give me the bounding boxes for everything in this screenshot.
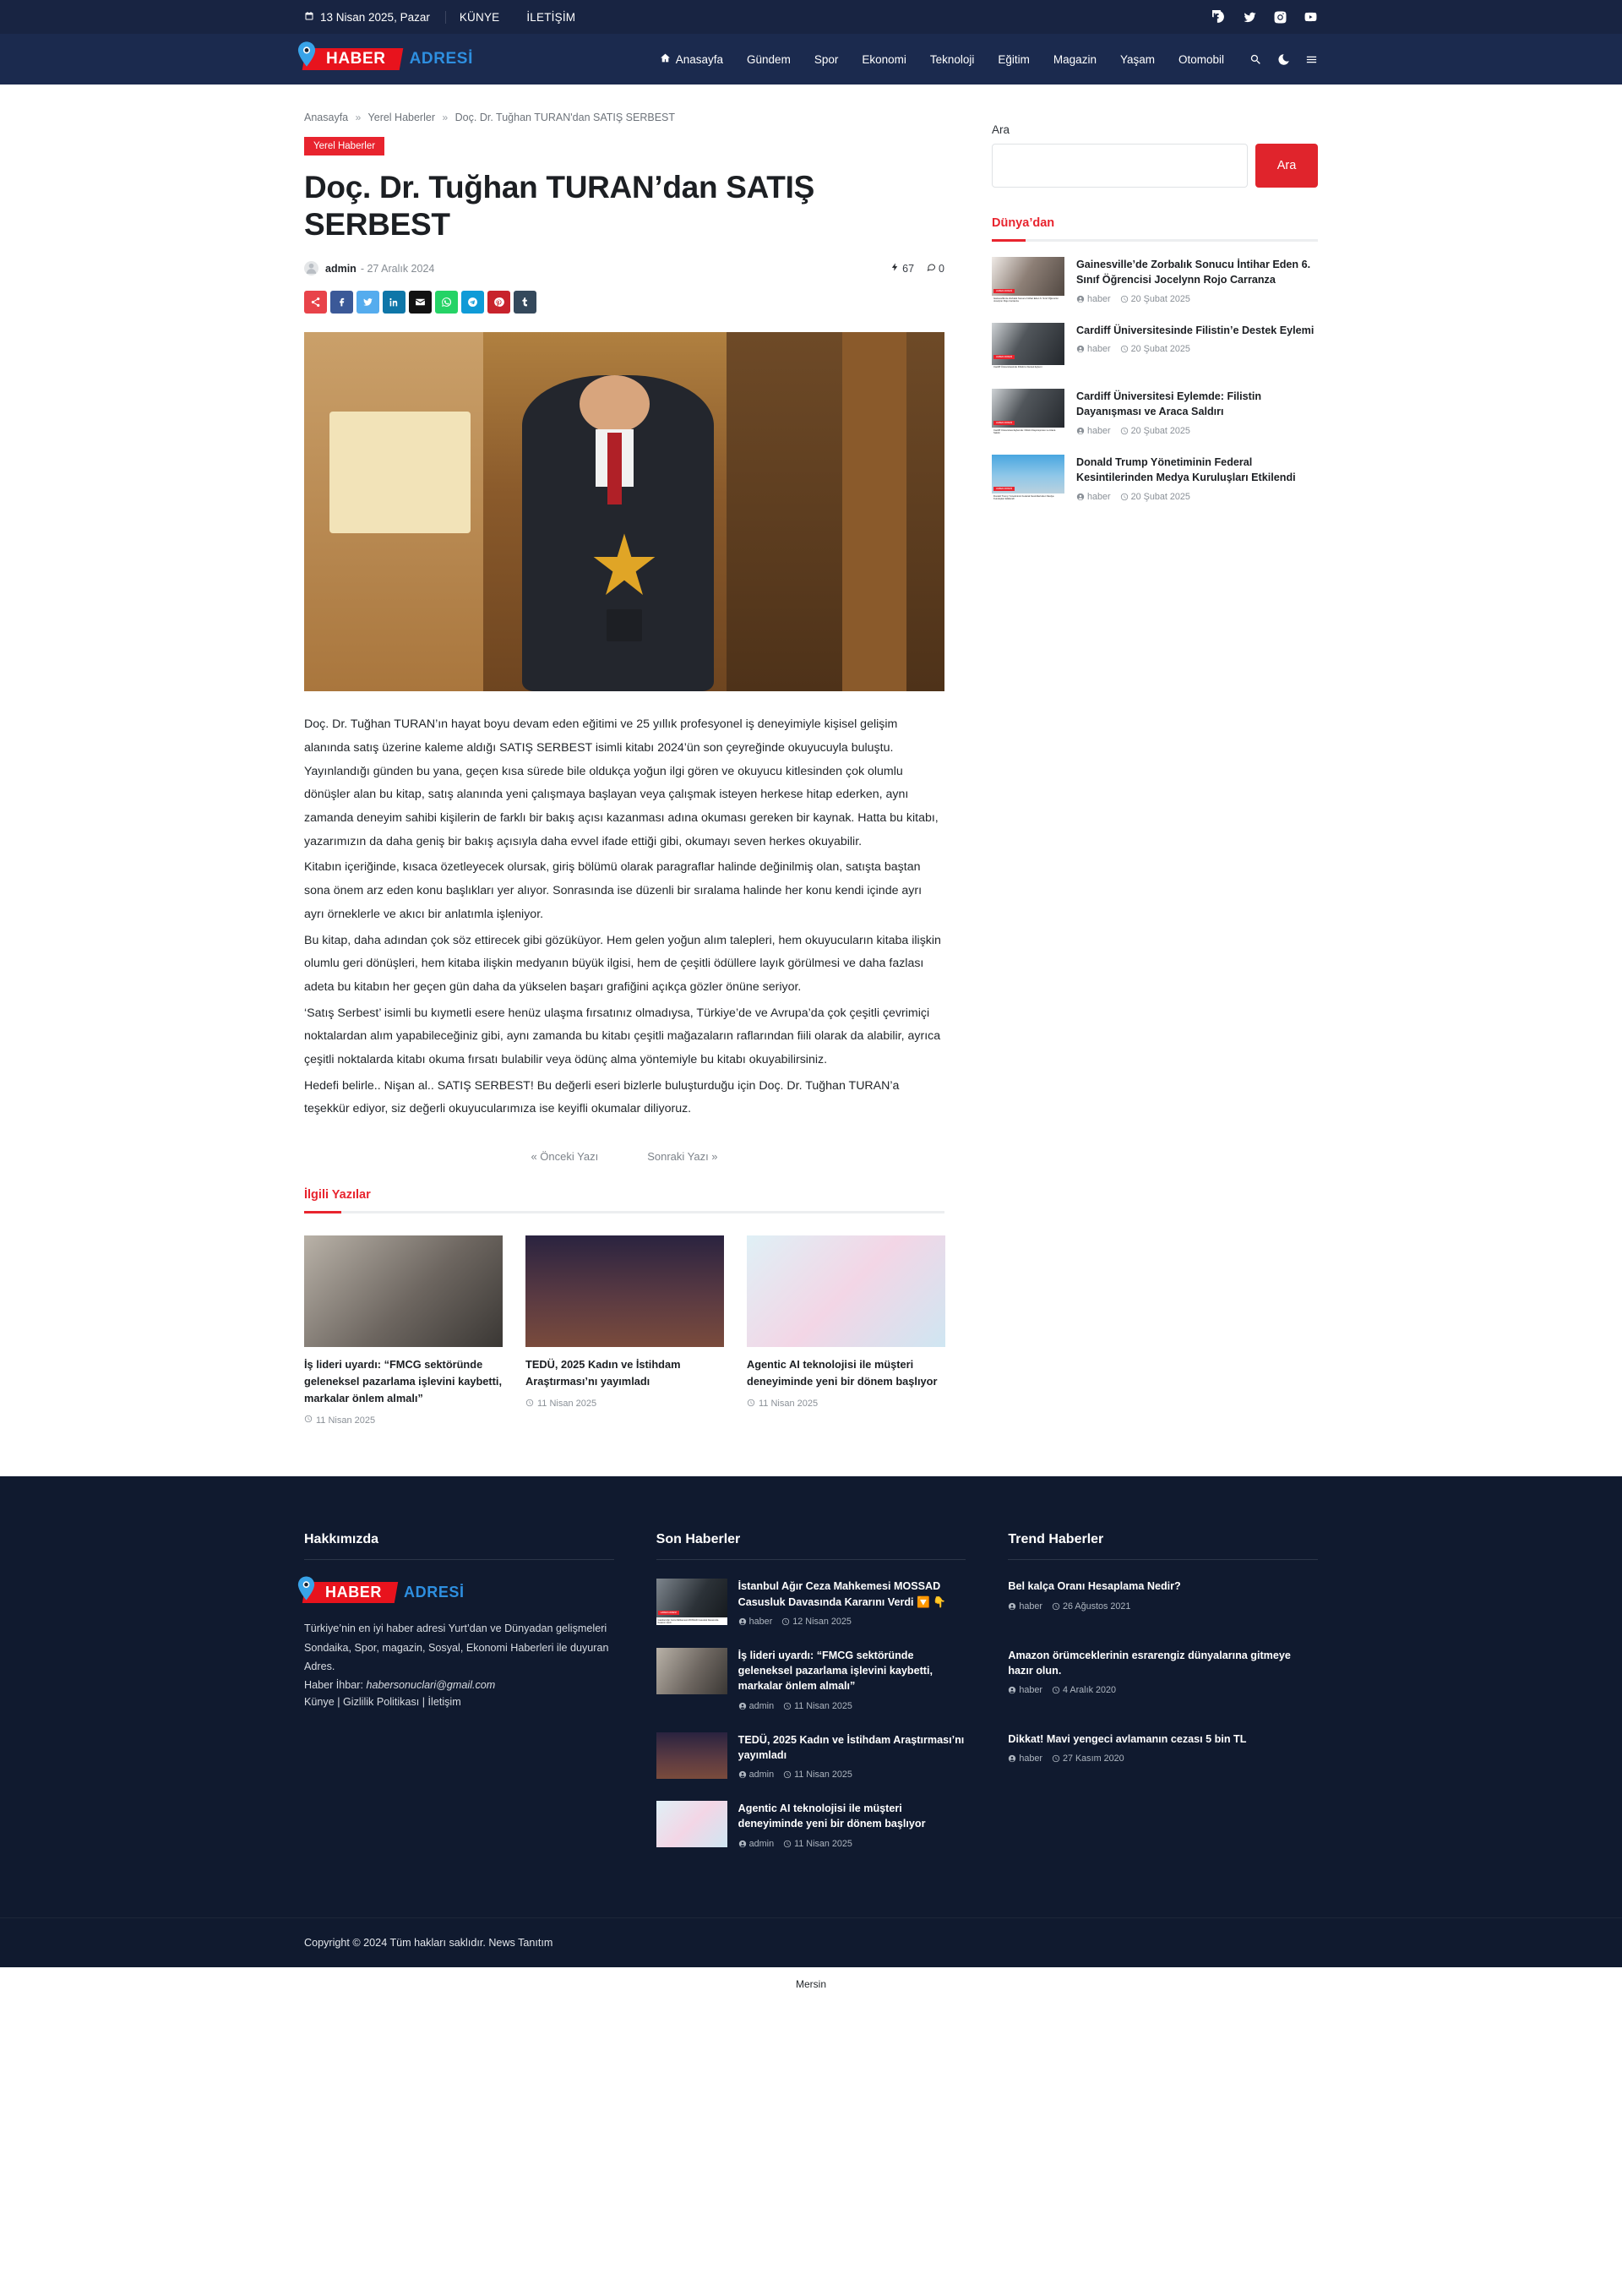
nav-item-otomobil[interactable]: Otomobil (1178, 52, 1224, 66)
logo-secondary-text: ADRESİ (409, 50, 473, 68)
user-icon (738, 1702, 747, 1710)
clock-icon (783, 1840, 792, 1848)
home-icon (660, 52, 671, 66)
article-meta (304, 261, 944, 275)
footer-news-meta (738, 1770, 966, 1780)
related-posts-grid (304, 1235, 944, 1426)
clock-icon (1120, 345, 1129, 353)
share-icon[interactable] (304, 291, 327, 314)
related-posts-header (304, 1188, 944, 1213)
thumb-caption: Cardiff Üniversitesi Eylemde: Filistin Dayanışması ve Araca Saldırı (992, 428, 1064, 436)
search-input[interactable] (992, 144, 1248, 188)
article-date: - 27 Aralık 2024 (360, 262, 435, 275)
clock-icon (304, 1415, 313, 1426)
nav-item-spor[interactable]: Spor (814, 52, 839, 66)
topbar-link-kunye[interactable]: KÜNYE (459, 10, 500, 24)
related-post-thumbnail (304, 1235, 503, 1347)
footer-logo-secondary-text: ADRESİ (404, 1583, 465, 1601)
topbar-social-links (1212, 10, 1318, 25)
date-meta: 20 Şubat 2025 (1120, 294, 1190, 304)
location-pin-icon (297, 41, 316, 67)
nav-item-ekonomi[interactable]: Ekonomi (862, 52, 906, 66)
previous-post-link[interactable]: « Önceki Yazı (531, 1150, 599, 1163)
footer-trend-title: Dikkat! Mavi yengeci avlamanın cezası 5 bin TL (1008, 1733, 1247, 1746)
breadcrumb-item-category[interactable]: Yerel Haberler (367, 112, 435, 123)
thumb-tag: HABER ADRESİ (993, 289, 1015, 293)
footer-about-column (304, 1532, 614, 1869)
article-paragraph: Doç. Dr. Tuğhan TURAN’ın hayat boyu devam eden eğitimi ve 25 yıllık profesyonel iş deneyimiyle kişisel gelişim alanında satış üzerine kaleme aldığı SATIŞ SERBEST isimli kitabı 2024’ün son çeyreğinde okuyucuyla buluştu. Yayınlandığı günden bu yana, geçen kısa sürede bile oldukça yoğun ilgi gören ve okuyucu kitlesinden çok olumlu dönüşler alan bu kitap, satış alanında yeni çalışmaya başlayan veya çalışmak isteyen herkese hitap ederken, aynı zamanda deneyim sahibi kişilerin de farklı bir bakış açısı kazanması adına okuması gereken bir kaynak. Hatta bu kitabı, yazarımızın da daha geniş bir bakış açısıyla daha evvel ifade ettiği gibi, okumayı seven herkes okuyabilir. (304, 717, 939, 848)
avatar (304, 261, 318, 275)
date-meta: 11 Nisan 2025 (783, 1770, 852, 1780)
user-icon (1076, 493, 1085, 501)
author-meta: haber (738, 1617, 773, 1627)
clock-icon (1052, 1754, 1060, 1763)
copyright-bar (0, 1917, 1622, 1967)
breadcrumb-separator: » (355, 112, 362, 123)
nav-item-yasam[interactable]: Yaşam (1119, 52, 1155, 66)
footer-news-meta (738, 1839, 966, 1849)
footer-trend-title: Amazon örümceklerinin esrarengiz dünyalarına gitmeye hazır olun. (1008, 1649, 1291, 1677)
footer-news-title: TEDÜ, 2025 Kadın ve İstihdam Araştırması’nı yayımladı (738, 1733, 965, 1761)
sidebar-news-item[interactable] (992, 323, 1318, 370)
linkedin-icon[interactable] (383, 291, 406, 314)
nav-label: Anasayfa (675, 52, 724, 66)
article-paragraph: Hedefi belirle.. Nişan al.. SATIŞ SERBEST! Bu değerli eseri bizlerle buluşturduğu için Doç. Dr. Tuğhan TURAN’a teşekkür ediyor, siz değerli okuyucularımıza ise keyifli okumalar diliyoruz. (304, 1078, 900, 1116)
user-icon (1008, 1602, 1016, 1611)
sidebar-world-title: Dünya’dan (992, 216, 1055, 230)
sidebar (992, 112, 1318, 1426)
footer-trend-column (1008, 1532, 1318, 1869)
related-post-thumbnail (525, 1235, 724, 1347)
facebook-icon[interactable] (330, 291, 353, 314)
sidebar-world-header (992, 216, 1318, 242)
article-author[interactable]: admin (325, 262, 357, 275)
footer-tip-label: Haber İhbar: (304, 1678, 364, 1691)
article-body (304, 713, 944, 1121)
next-post-link[interactable]: Sonraki Yazı » (647, 1150, 718, 1163)
calendar-icon (304, 11, 314, 24)
related-post-title: Agentic AI teknolojisi ile müşteri deneyiminde yeni bir dönem başlıyor (747, 1358, 938, 1388)
author-meta: admin (738, 1770, 774, 1780)
sidebar-news-item[interactable] (992, 257, 1318, 304)
footer-latest-column (656, 1532, 966, 1869)
thumb-caption: Gainesville'de Zorbalık Sonucu İntihar Eden 6. Sınıf Öğrencisi Jocelynn Rojo Carranza (992, 296, 1064, 304)
footer-news-title: İstanbul Ağır Ceza Mahkemesi MOSSAD Casusluk Davasında Kararını Verdi 🔽 👇 (738, 1580, 946, 1608)
pinterest-icon[interactable] (487, 291, 510, 314)
breadcrumb-item-home[interactable]: Anasayfa (304, 112, 349, 123)
sidebar-news-title: Donald Trump Yönetiminin Federal Kesintilerinden Medya Kuruluşları Etkilendi (1076, 456, 1296, 484)
author-meta: admin (738, 1839, 774, 1849)
date-meta: 20 Şubat 2025 (1120, 426, 1190, 436)
user-icon (1008, 1686, 1016, 1694)
logo-primary-text: HABER (326, 50, 386, 68)
site-logo[interactable] (304, 44, 473, 74)
author-meta: admin (738, 1701, 774, 1711)
article-main-column (304, 112, 944, 1426)
footer-trend-title: Bel kalça Oranı Hesaplama Nedir? (1008, 1580, 1181, 1593)
footer-policy-links[interactable]: Künye | Gizlilik Politikası | İletişim (304, 1695, 461, 1708)
view-count: 67 (890, 262, 914, 275)
footer-trend-meta (1008, 1685, 1318, 1695)
footer-news-thumbnail (656, 1801, 727, 1847)
thumb-caption: Cardiff Üniversitesinde Filistin'e Destek Eylemi (992, 365, 1064, 370)
author-meta: haber (1076, 426, 1111, 436)
category-badge[interactable]: Yerel Haberler (304, 137, 384, 155)
clock-icon (1052, 1602, 1060, 1611)
sidebar-news-thumbnail (992, 323, 1064, 370)
twitter-icon[interactable] (1243, 10, 1257, 25)
main-navigation (648, 34, 1318, 85)
footer-trend-item[interactable] (1008, 1648, 1318, 1696)
nav-item-gundem[interactable]: Gündem (747, 52, 791, 66)
bolt-icon (890, 262, 900, 275)
author-meta: haber (1008, 1753, 1042, 1764)
related-post-date: 11 Nisan 2025 (525, 1399, 724, 1410)
comment-count: 0 (927, 262, 944, 275)
related-post-card[interactable] (304, 1235, 503, 1426)
footer-news-meta (738, 1617, 966, 1627)
site-header (0, 34, 1622, 85)
footer-tip-email[interactable]: habersonuclari@gmail.com (366, 1678, 496, 1691)
related-post-date: 11 Nisan 2025 (747, 1399, 945, 1410)
footer-trend-meta (1008, 1753, 1318, 1764)
related-post-card[interactable] (747, 1235, 945, 1426)
date-meta: 12 Nisan 2025 (781, 1617, 852, 1627)
thumb-tag: HABER ADRESİ (993, 421, 1015, 425)
thumb-tag: HABER ADRESİ (658, 1611, 679, 1615)
article-paragraph: Kitabın içeriğinde, kısaca özetleyecek olursak, giriş bölümü olarak paragraflar halinde değinilmiş olan, satışta baştan sona önem arz eden konu başlıkları yer alıyor. Sonrasında ise düzenli bir sıralama halinde her konu kendi içinde ayrı ayrı örneklerle ve akıcı bir anlatımla işleniyor. (304, 860, 923, 921)
related-posts-title: İlgili Yazılar (304, 1188, 371, 1202)
copyright-text: Copyright © 2024 Tüm hakları saklıdır. News Tanıtım (304, 1936, 553, 1949)
user-icon (1076, 295, 1085, 303)
footer-news-thumbnail (656, 1732, 727, 1779)
sidebar-news-title: Gainesville’de Zorbalık Sonucu İntihar Eden 6. Sınıf Öğrencisi Jocelynn Rojo Carranza (1076, 259, 1311, 286)
sidebar-news-title: Cardiff Üniversitesi Eylemde: Filistin Dayanışması ve Araca Saldırı (1076, 390, 1262, 418)
clock-icon (1120, 295, 1129, 303)
clock-icon (1052, 1686, 1060, 1694)
footer-about-text: Türkiye’nin en iyi haber adresi Yurt’dan ve Dünyadan gelişmeleri Sondaika, Spor, magazin, Sosyal, Ekonomi Haberleri ile duyuran Adres. (304, 1622, 609, 1672)
date-meta: 20 Şubat 2025 (1120, 344, 1190, 354)
breadcrumb-item-current: Doç. Dr. Tuğhan TURAN'dan SATIŞ SERBEST (454, 112, 676, 123)
article-hero-image (304, 332, 944, 691)
footer-trend-item[interactable] (1008, 1579, 1318, 1611)
thumb-caption: İstanbul Ağır Ceza Mahkemesi MOSSAD Casusluk Davasında Kararını Verdi (656, 1617, 727, 1625)
user-icon (1076, 427, 1085, 435)
nav-item-egitim[interactable]: Eğitim (998, 52, 1030, 66)
footer-news-item[interactable] (656, 1801, 966, 1849)
author-meta: haber (1008, 1601, 1042, 1612)
top-bar (0, 0, 1622, 34)
user-icon (1008, 1754, 1016, 1763)
thumb-tag: HABER ADRESİ (993, 355, 1015, 359)
user-icon (738, 1617, 747, 1626)
topbar-link-iletisim[interactable]: İLETİŞİM (526, 10, 576, 24)
footer-news-item[interactable] (656, 1648, 966, 1711)
whatsapp-icon[interactable] (435, 291, 458, 314)
author-meta: haber (1008, 1685, 1042, 1695)
sidebar-news-meta (1076, 492, 1318, 502)
author-meta: haber (1076, 344, 1111, 354)
sidebar-news-item[interactable] (992, 389, 1318, 436)
user-icon (738, 1840, 747, 1848)
footer-news-title: Agentic AI teknolojisi ile müşteri deneyiminde yeni bir dönem başlıyor (738, 1802, 926, 1830)
twitter-icon[interactable] (357, 291, 379, 314)
related-post-title: İş lideri uyardı: “FMCG sektöründe geleneksel pazarlama işlevini kaybetti, markalar önlem almalı” (304, 1358, 503, 1404)
related-post-thumbnail (747, 1235, 945, 1347)
sidebar-news-meta (1076, 344, 1314, 354)
sidebar-news-thumbnail (992, 455, 1064, 502)
footer-about-heading: Hakkımızda (304, 1532, 614, 1560)
date-text: 13 Nisan 2025, Pazar (320, 10, 430, 24)
date-meta: 20 Şubat 2025 (1120, 492, 1190, 502)
location-pin-icon (297, 1576, 315, 1601)
footer-news-item[interactable] (656, 1579, 966, 1627)
date-meta: 27 Kasım 2020 (1052, 1753, 1124, 1764)
bottom-strip (0, 1967, 1622, 2001)
related-post-card[interactable] (525, 1235, 724, 1426)
article-paragraph: ‘Satış Serbest’ isimli bu kıymetli esere henüz ulaşma fırsatınız olmadıysa, Türkiye’de ve Avrupa’da çok çeşitli çevrimiçi noktalardan alım yapabileceğiniz gibi, aynı zamanda bu kitabı çeşitli mağazaların raflarından fiili olarak da alabilir, ayrıca çeşitli noktalarda kitabı okuma fırsatı bulabilir veya ödünç alma yöntemiyle bu kitabı okuyabilirsiniz. (304, 1006, 941, 1066)
date-meta: 11 Nisan 2025 (783, 1701, 852, 1711)
nav-item-anasayfa[interactable] (648, 34, 735, 85)
instagram-icon[interactable] (1273, 10, 1287, 25)
footer-trend-heading: Trend Haberler (1008, 1532, 1318, 1560)
breadcrumb (304, 112, 944, 123)
clock-icon (783, 1770, 792, 1779)
current-date (304, 11, 446, 24)
date-meta: 26 Ağustos 2021 (1052, 1601, 1130, 1612)
facebook-icon[interactable] (1212, 10, 1227, 25)
search-widget (992, 144, 1318, 188)
author-meta: haber (1076, 294, 1111, 304)
search-label: Ara (992, 123, 1010, 136)
footer-news-thumbnail (656, 1648, 727, 1694)
clock-icon (1120, 493, 1129, 501)
clock-icon (525, 1399, 534, 1410)
thumb-caption: Donald Trump Yönetiminin Federal Kesintilerinden Medya Kuruluşları Etkilendi (992, 494, 1064, 502)
sidebar-news-item[interactable] (992, 455, 1318, 502)
footer-latest-heading: Son Haberler (656, 1532, 966, 1560)
post-navigation (304, 1150, 944, 1163)
user-icon (1076, 345, 1085, 353)
nav-item-magazin[interactable]: Magazin (1053, 52, 1097, 66)
search-icon[interactable] (1249, 53, 1262, 66)
site-footer (0, 1476, 1622, 1966)
page-title: Doç. Dr. Tuğhan TURAN’dan SATIŞ SERBEST (304, 170, 814, 242)
footer-news-thumbnail (656, 1579, 727, 1625)
footer-tip-line (304, 1676, 614, 1694)
article-paragraph: Bu kitap, daha adından çok söz ettirecek gibi gözüküyor. Hem gelen yoğun alım talepleri, hem okuyucuların kitaba ilişkin olumlu geri dönüşleri, hem kitaba ilişkin medyanın büyük ilgisi, hem de çeşitli ödüllere layık görülmesi ve daha fazlası adeta bu kitabın her geçen gün daha da yükselen başarı grafiğini açıkça gözler önüne seriyor. (304, 933, 941, 994)
youtube-icon[interactable] (1304, 10, 1318, 25)
footer-news-title: İş lideri uyardı: “FMCG sektöründe geleneksel pazarlama işlevini kaybetti, markalar önlem almalı” (738, 1649, 933, 1693)
thumb-tag: HABER ADRESİ (993, 487, 1015, 491)
tumblr-icon[interactable] (514, 291, 536, 314)
bottom-strip-text: Mersin (795, 1977, 826, 1990)
author-meta: haber (1076, 492, 1111, 502)
user-icon (738, 1770, 747, 1779)
related-post-date: 11 Nisan 2025 (304, 1415, 503, 1426)
dark-mode-icon[interactable] (1277, 53, 1290, 66)
nav-item-teknoloji[interactable]: Teknoloji (929, 52, 975, 66)
search-submit-button[interactable]: Ara (1255, 144, 1318, 188)
sidebar-news-meta (1076, 426, 1318, 436)
date-meta: 11 Nisan 2025 (783, 1839, 852, 1849)
clock-icon (747, 1399, 755, 1410)
footer-trend-item[interactable] (1008, 1732, 1318, 1764)
footer-news-meta (738, 1701, 966, 1711)
clock-icon (781, 1617, 790, 1626)
comment-icon (927, 262, 936, 275)
hamburger-menu-icon[interactable] (1305, 53, 1318, 66)
email-icon[interactable] (409, 291, 432, 314)
footer-logo[interactable] (304, 1579, 614, 1606)
sidebar-news-meta (1076, 294, 1318, 304)
sidebar-news-thumbnail (992, 257, 1064, 304)
clock-icon (1120, 427, 1129, 435)
clock-icon (783, 1702, 792, 1710)
footer-news-item[interactable] (656, 1732, 966, 1781)
breadcrumb-separator: » (442, 112, 449, 123)
footer-trend-meta (1008, 1601, 1318, 1612)
social-share-bar (304, 291, 944, 314)
date-meta: 4 Aralık 2020 (1052, 1685, 1116, 1695)
sidebar-news-title: Cardiff Üniversitesinde Filistin’e Destek Eylemi (1076, 324, 1314, 336)
telegram-icon[interactable] (461, 291, 484, 314)
related-post-title: TEDÜ, 2025 Kadın ve İstihdam Araştırması’nı yayımladı (525, 1358, 681, 1388)
sidebar-news-thumbnail (992, 389, 1064, 436)
footer-logo-primary-text: HABER (325, 1583, 383, 1601)
